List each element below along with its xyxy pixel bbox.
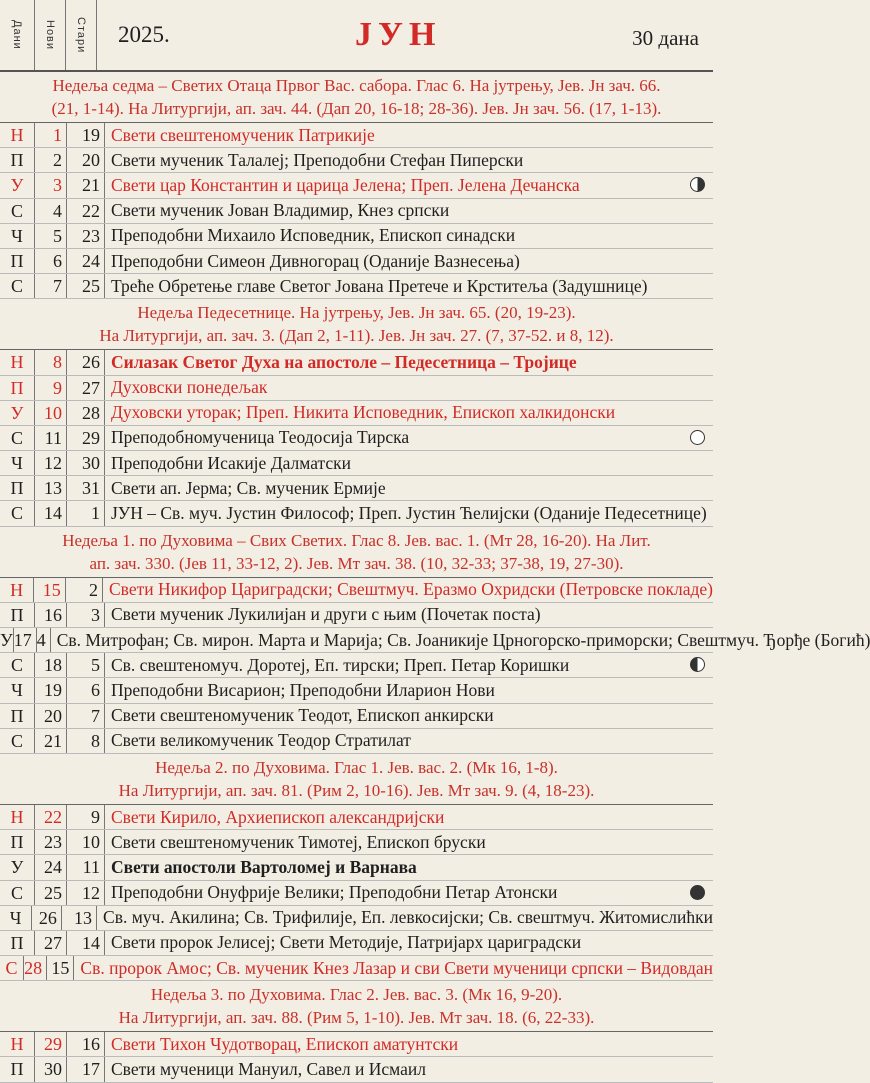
old-date-cell: 22 [67,199,105,223]
old-date-cell: 11 [67,855,105,879]
feast-text: Св. пророк Амос; Св. мученик Кнез Лазар и сви Свети мученици српски – Видовдан [80,957,713,978]
day-row [0,704,713,729]
feast-text: Преподобни Михаило Исповедник, Епископ синадски [111,225,516,246]
old-date-cell: 3 [67,603,105,627]
new-date-cell: 7 [35,274,67,298]
col-label-old: Стари [66,0,97,70]
day-row [0,805,713,830]
feast-text: Свети мученици Мануил, Савел и Исмаил [111,1059,426,1080]
col-label-days: Дани [0,0,35,70]
new-date-cell: 8 [35,350,67,374]
weekday-cell: П [0,249,35,273]
week-heading [0,527,713,578]
week-heading [0,754,713,805]
old-date-cell: 27 [67,376,105,400]
new-date-cell: 13 [35,476,67,500]
new-date-cell: 5 [35,224,67,248]
feast-text: Свети великомученик Теодор Стратилат [111,730,411,751]
week-heading-line: Недеља седма – Светих Отаца Првог Вас. сабора. Глас 6. На јутрењу, Јев. Јн зач. 66. [52,76,661,95]
old-date-cell: 2 [66,578,103,602]
feast-text: Свети цар Константин и царица Јелена; Преп. Јелена Дечанска [111,174,580,195]
day-row [0,628,870,653]
old-date-cell: 1 [67,501,105,525]
week-heading-line: Недеља 2. по Духовима. Глас 1. Јев. вас. 2. (Мк 16, 1-8). [155,757,558,777]
weekday-cell: У [0,401,35,425]
new-date-cell: 3 [35,173,67,197]
week-heading-line: Недеља 1. по Духовима – Свих Светих. Глас 8. Јев. вас. 1. (Мт 28, 16-20). На Лит. [62,530,651,550]
new-date-cell: 4 [35,199,67,223]
new-date-cell: 30 [35,1057,67,1081]
week-heading-line: Недеља 3. по Духовима. Глас 2. Јев. вас. 3. (Мк 16, 9-20). [150,985,563,1005]
feast-text: Преподобномученица Теодосија Тирска [111,427,410,448]
week-heading-line: На Литургији, ап. зач. 3. (Дап 2, 1-11). Јев. Јн зач. 27. (7, 37-52. и 8, 12). [99,326,614,346]
old-date-cell: 21 [67,173,105,197]
feast-text: Свети свештеномученик Тимотеј, Епископ бруски [111,831,486,852]
feast-text: Св. свештеномуч. Доротеј, Еп. тирски; Преп. Петар Коришки [111,654,570,675]
day-row [0,1057,713,1082]
year-label: 2025. [118,22,170,47]
old-date-cell: 13 [62,906,97,930]
new-date-cell: 14 [35,501,67,525]
weekday-cell: П [0,830,35,854]
moon-phase-full-icon [690,430,705,445]
old-date-cell: 29 [67,426,105,450]
new-date-cell: 27 [35,931,67,955]
feast-text: Духовски понедељак [111,377,268,398]
day-row [0,249,713,274]
weekday-cell: У [0,855,35,879]
feast-text: Преподобни Симеон Дивногорац (Оданије Вазнесења) [111,250,520,271]
feast-text: Св. муч. Акилина; Св. Трифилије, Еп. левкосијски; Св. свештмуч. Житомислићки [103,907,714,928]
week-heading [0,981,713,1032]
calendar-header [0,0,713,72]
old-date-cell: 23 [67,224,105,248]
day-row [0,501,713,526]
new-date-cell: 21 [35,729,67,753]
new-date-cell: 1 [35,123,67,147]
week-heading-line: (21, 1-14). На Литургији, ап. зач. 44. (Дап 20, 16-18; 28-36). Јев. Јн зач. 56. (17, 1-13). [51,99,662,118]
weekday-cell: П [0,704,35,728]
day-row [0,274,713,299]
new-date-cell: 10 [35,401,67,425]
feast-text: Преподобни Висарион; Преподобни Иларион Нови [111,679,495,700]
old-date-cell: 10 [67,830,105,854]
day-row [0,603,713,628]
weekday-cell: У [0,628,14,652]
day-row [0,906,713,931]
feast-text: Свети мученик Јован Владимир, Кнез српски [111,200,450,221]
day-row [0,830,713,855]
weekday-cell: У [0,173,35,197]
feast-text: Треће Обретење главе Светог Јована Претече и Крститеља (Задушнице) [111,275,648,296]
weekday-cell: С [0,881,35,905]
weekday-cell: П [0,603,35,627]
weekday-cell: С [0,199,35,223]
weekday-cell: Ч [0,678,35,702]
feast-text: Свети пророк Јелисеј; Свети Методије, Патријарх цариградски [111,932,582,953]
weekday-cell: Н [0,123,35,147]
feast-text: Преподобни Исакије Далматски [111,452,352,473]
day-row [0,729,713,754]
day-row [0,1032,713,1057]
day-row [0,476,713,501]
week-heading [0,72,713,123]
day-row [0,173,713,198]
new-date-cell: 23 [35,830,67,854]
old-date-cell: 30 [67,451,105,475]
day-row [0,931,713,956]
days-count: 30 дана [632,26,699,50]
weekday-cell: С [0,653,35,677]
feast-text: Силазак Светог Духа на апостоле – Педесетница – Тројице [111,351,577,372]
old-date-cell: 12 [67,881,105,905]
old-date-cell: 17 [67,1057,105,1081]
day-row [0,653,713,678]
day-row [0,578,713,603]
day-row [0,678,713,703]
old-date-cell: 15 [47,956,74,980]
week-heading-line: На Литургији, ап. зач. 81. (Рим 2, 10-16). Јев. Мт зач. 9. (4, 18-23). [118,780,595,800]
new-date-cell: 28 [24,956,47,980]
old-date-cell: 19 [67,123,105,147]
old-date-cell: 8 [67,729,105,753]
new-date-cell: 25 [35,881,67,905]
new-date-cell: 18 [35,653,67,677]
day-row [0,401,713,426]
feast-text: Духовски уторак; Преп. Никита Исповедник, Епископ халкидонски [111,402,616,423]
weekday-cell: П [0,148,35,172]
old-date-cell: 28 [67,401,105,425]
new-date-cell: 20 [35,704,67,728]
new-date-cell: 9 [35,376,67,400]
week-heading-line: ап. зач. 330. (Јев 11, 33-12, 2). Јев. Мт зач. 38. (10, 32-33; 37-38, 19, 27-30). [89,553,624,573]
old-date-cell: 5 [67,653,105,677]
feast-text: Свети свештеномученик Патрикије [111,124,375,145]
day-row [0,148,713,173]
day-row [0,881,713,906]
day-row [0,956,713,981]
calendar-body [0,72,870,1083]
day-row [0,199,713,224]
day-row [0,426,713,451]
new-date-cell: 16 [35,603,67,627]
weekday-cell: П [0,376,35,400]
weekday-cell: Ч [0,224,35,248]
old-date-cell: 6 [67,678,105,702]
old-date-cell: 4 [37,628,51,652]
weekday-cell: Н [0,1032,35,1056]
day-row [0,376,713,401]
old-date-cell: 26 [67,350,105,374]
new-date-cell: 24 [35,855,67,879]
feast-text: Преподобни Онуфрије Велики; Преподобни Петар Атонски [111,882,558,903]
old-date-cell: 9 [67,805,105,829]
new-date-cell: 19 [35,678,67,702]
new-date-cell: 15 [34,578,65,602]
old-date-cell: 31 [67,476,105,500]
day-row [0,224,713,249]
feast-text: Свети апостоли Вартоломеј и Варнава [111,856,417,877]
feast-text: Свети мученик Талалеј; Преподобни Стефан Пиперски [111,149,524,170]
col-label-new: Нови [35,0,66,70]
old-date-cell: 7 [67,704,105,728]
old-date-cell: 20 [67,148,105,172]
feast-text: Свети Кирило, Архиепископ александријски [111,806,445,827]
weekday-cell: Н [0,350,35,374]
day-row [0,123,713,148]
weekday-cell: Н [0,578,34,602]
weekday-cell: П [0,476,35,500]
weekday-cell: Ч [0,906,32,930]
new-date-cell: 6 [35,249,67,273]
weekday-cell: С [0,956,24,980]
feast-text: Свети ап. Јерма; Св. мученик Ермије [111,477,386,498]
feast-text: Свети свештеномученик Теодот, Епископ анкирски [111,705,494,726]
month-title: ЈУН [355,16,442,53]
old-date-cell: 24 [67,249,105,273]
feast-text: ЈУН – Св. муч. Јустин Философ; Преп. Јустин Ћелијски (Оданије Педесетнице) [111,503,707,524]
old-date-cell: 14 [67,931,105,955]
new-date-cell: 26 [32,906,62,930]
feast-text: Св. Митрофан; Св. мирон. Марта и Марија; Св. Јоаникије Црногорско-приморски; Свештмуч. Ђорђе (Богић) [56,629,870,650]
new-date-cell: 22 [35,805,67,829]
old-date-cell: 16 [67,1032,105,1056]
weekday-cell: П [0,1057,35,1081]
feast-text: Свети Тихон Чудотворац, Епископ аматунтски [111,1033,459,1054]
new-date-cell: 17 [14,628,37,652]
weekday-cell: П [0,931,35,955]
week-heading-line: Недеља Педесетнице. На јутрењу, Јев. Јн зач. 65. (20, 19-23). [137,303,576,323]
new-date-cell: 12 [35,451,67,475]
day-row [0,451,713,476]
weekday-cell: С [0,274,35,298]
day-row [0,350,713,375]
weekday-cell: Ч [0,451,35,475]
feast-text: Свети Никифор Цариградски; Свештмуч. Еразмо Охридски (Петровске покладе) [109,579,713,600]
weekday-cell: Н [0,805,35,829]
weekday-cell: С [0,426,35,450]
moon-phase-new-icon [690,885,705,900]
weekday-cell: С [0,501,35,525]
new-date-cell: 2 [35,148,67,172]
week-heading-line: На Литургији, ап. зач. 88. (Рим 5, 1-10). Јев. Мт зач. 18. (6, 22-33). [118,1008,595,1028]
day-row [0,855,713,880]
feast-text: Свети мученик Лукилијан и други с њим (Почетак поста) [111,604,541,625]
new-date-cell: 11 [35,426,67,450]
week-heading [0,299,713,350]
old-date-cell: 25 [67,274,105,298]
weekday-cell: С [0,729,35,753]
new-date-cell: 29 [35,1032,67,1056]
